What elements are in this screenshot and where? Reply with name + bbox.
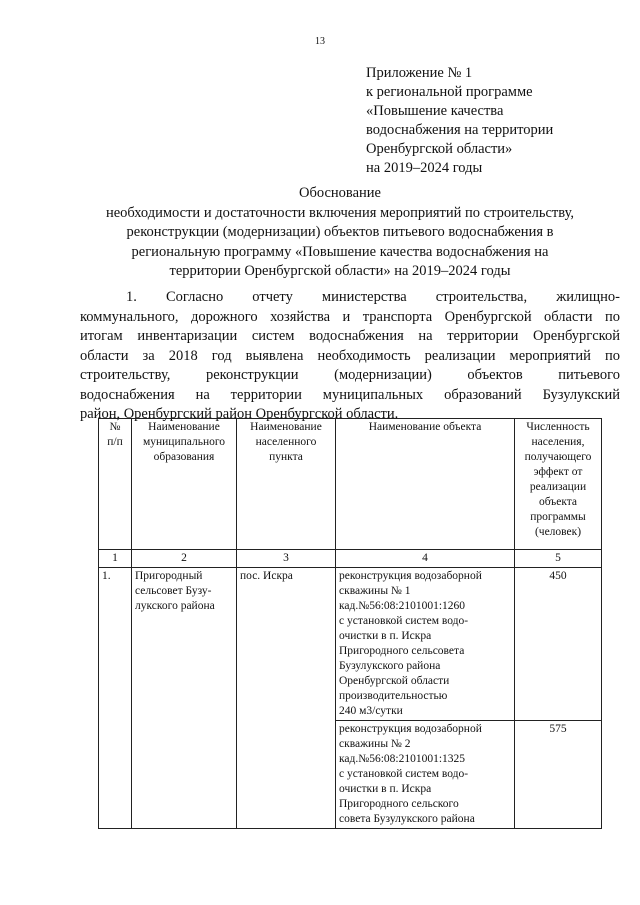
row-population: 575 (515, 721, 602, 829)
header-cell-settlement: Наименование населенного пункта (237, 419, 336, 550)
row-number: 1. (99, 568, 132, 829)
header-cell-object: Наименование объекта (336, 419, 515, 550)
heading-title: Обоснование (299, 185, 381, 201)
paragraph-line: водоснабжения на территории муниципальных образований Бузулукский (80, 386, 620, 403)
appendix-line: «Повышение качества (366, 103, 504, 119)
document-heading (60, 184, 620, 282)
paragraph-line: итогам инвентаризации систем водоснабжения на территории Оренбургской (80, 328, 620, 344)
heading-line: территории Оренбургской области» на 2019–2024 годы (169, 263, 511, 279)
appendix-note (366, 64, 626, 178)
appendix-line: к региональной программе (366, 84, 533, 100)
header-cell-municipality: Наименование муниципального образования (132, 419, 237, 550)
page-number: 13 (315, 36, 325, 47)
objects-table (98, 418, 602, 829)
paragraph-line: район, Оренбургский район Оренбургской области. (80, 406, 399, 422)
column-number: 5 (515, 550, 602, 568)
column-number: 3 (237, 550, 336, 568)
appendix-line: на 2019–2024 годы (366, 160, 483, 176)
column-number: 4 (336, 550, 515, 568)
row-municipality: Пригородный сельсовет Бузу- лукского района (132, 568, 237, 829)
row-settlement: пос. Искра (237, 568, 336, 829)
row-object-name: реконструкция водозаборной скважины № 2 кад.№56:08:2101001:1325 с установкой систем водо- очистки в п. Искра Пригородного сельского совета Бузулукского района (336, 721, 515, 829)
paragraph-line: области за 2018 год выявлена необходимость реализации мероприятий по (80, 347, 620, 364)
paragraph-line: 1. Согласно отчету министерства строительства, жилищно- (126, 289, 620, 305)
column-number-row (99, 550, 602, 568)
heading-line: региональную программу «Повышение качества водоснабжения на (131, 243, 549, 260)
appendix-line: Приложение № 1 (366, 65, 473, 81)
paragraph-line: коммунального, дорожного хозяйства и транспорта Оренбургской области по (80, 308, 620, 325)
appendix-line: Оренбургской области» (366, 141, 513, 157)
heading-line: необходимости и достаточности включения мероприятий по строительству, (105, 204, 575, 221)
heading-line: реконструкции (модернизации) объектов питьевого водоснабжения в (126, 224, 554, 240)
header-cell-population: Численность населения, получающего эффект от реализации объекта программы (человек) (515, 419, 602, 550)
column-number: 2 (132, 550, 237, 568)
row-object-name: реконструкция водозаборной скважины № 1 кад.№56:08:2101001:1260 с установкой систем водо- очистки в п. Искра Пригородного сельсовета Бузулукского района Оренбургской области производительностью 240 м3/сутки (336, 568, 515, 721)
table-row (99, 568, 602, 721)
column-number: 1 (99, 550, 132, 568)
header-cell-number: № п/п (99, 419, 132, 550)
paragraph-line: строительству, реконструкции (модернизации) объектов питьевого (80, 367, 620, 383)
table-header-row (99, 419, 602, 550)
appendix-line: водоснабжения на территории (366, 122, 554, 138)
row-population: 450 (515, 568, 602, 721)
body-paragraph (80, 288, 620, 425)
